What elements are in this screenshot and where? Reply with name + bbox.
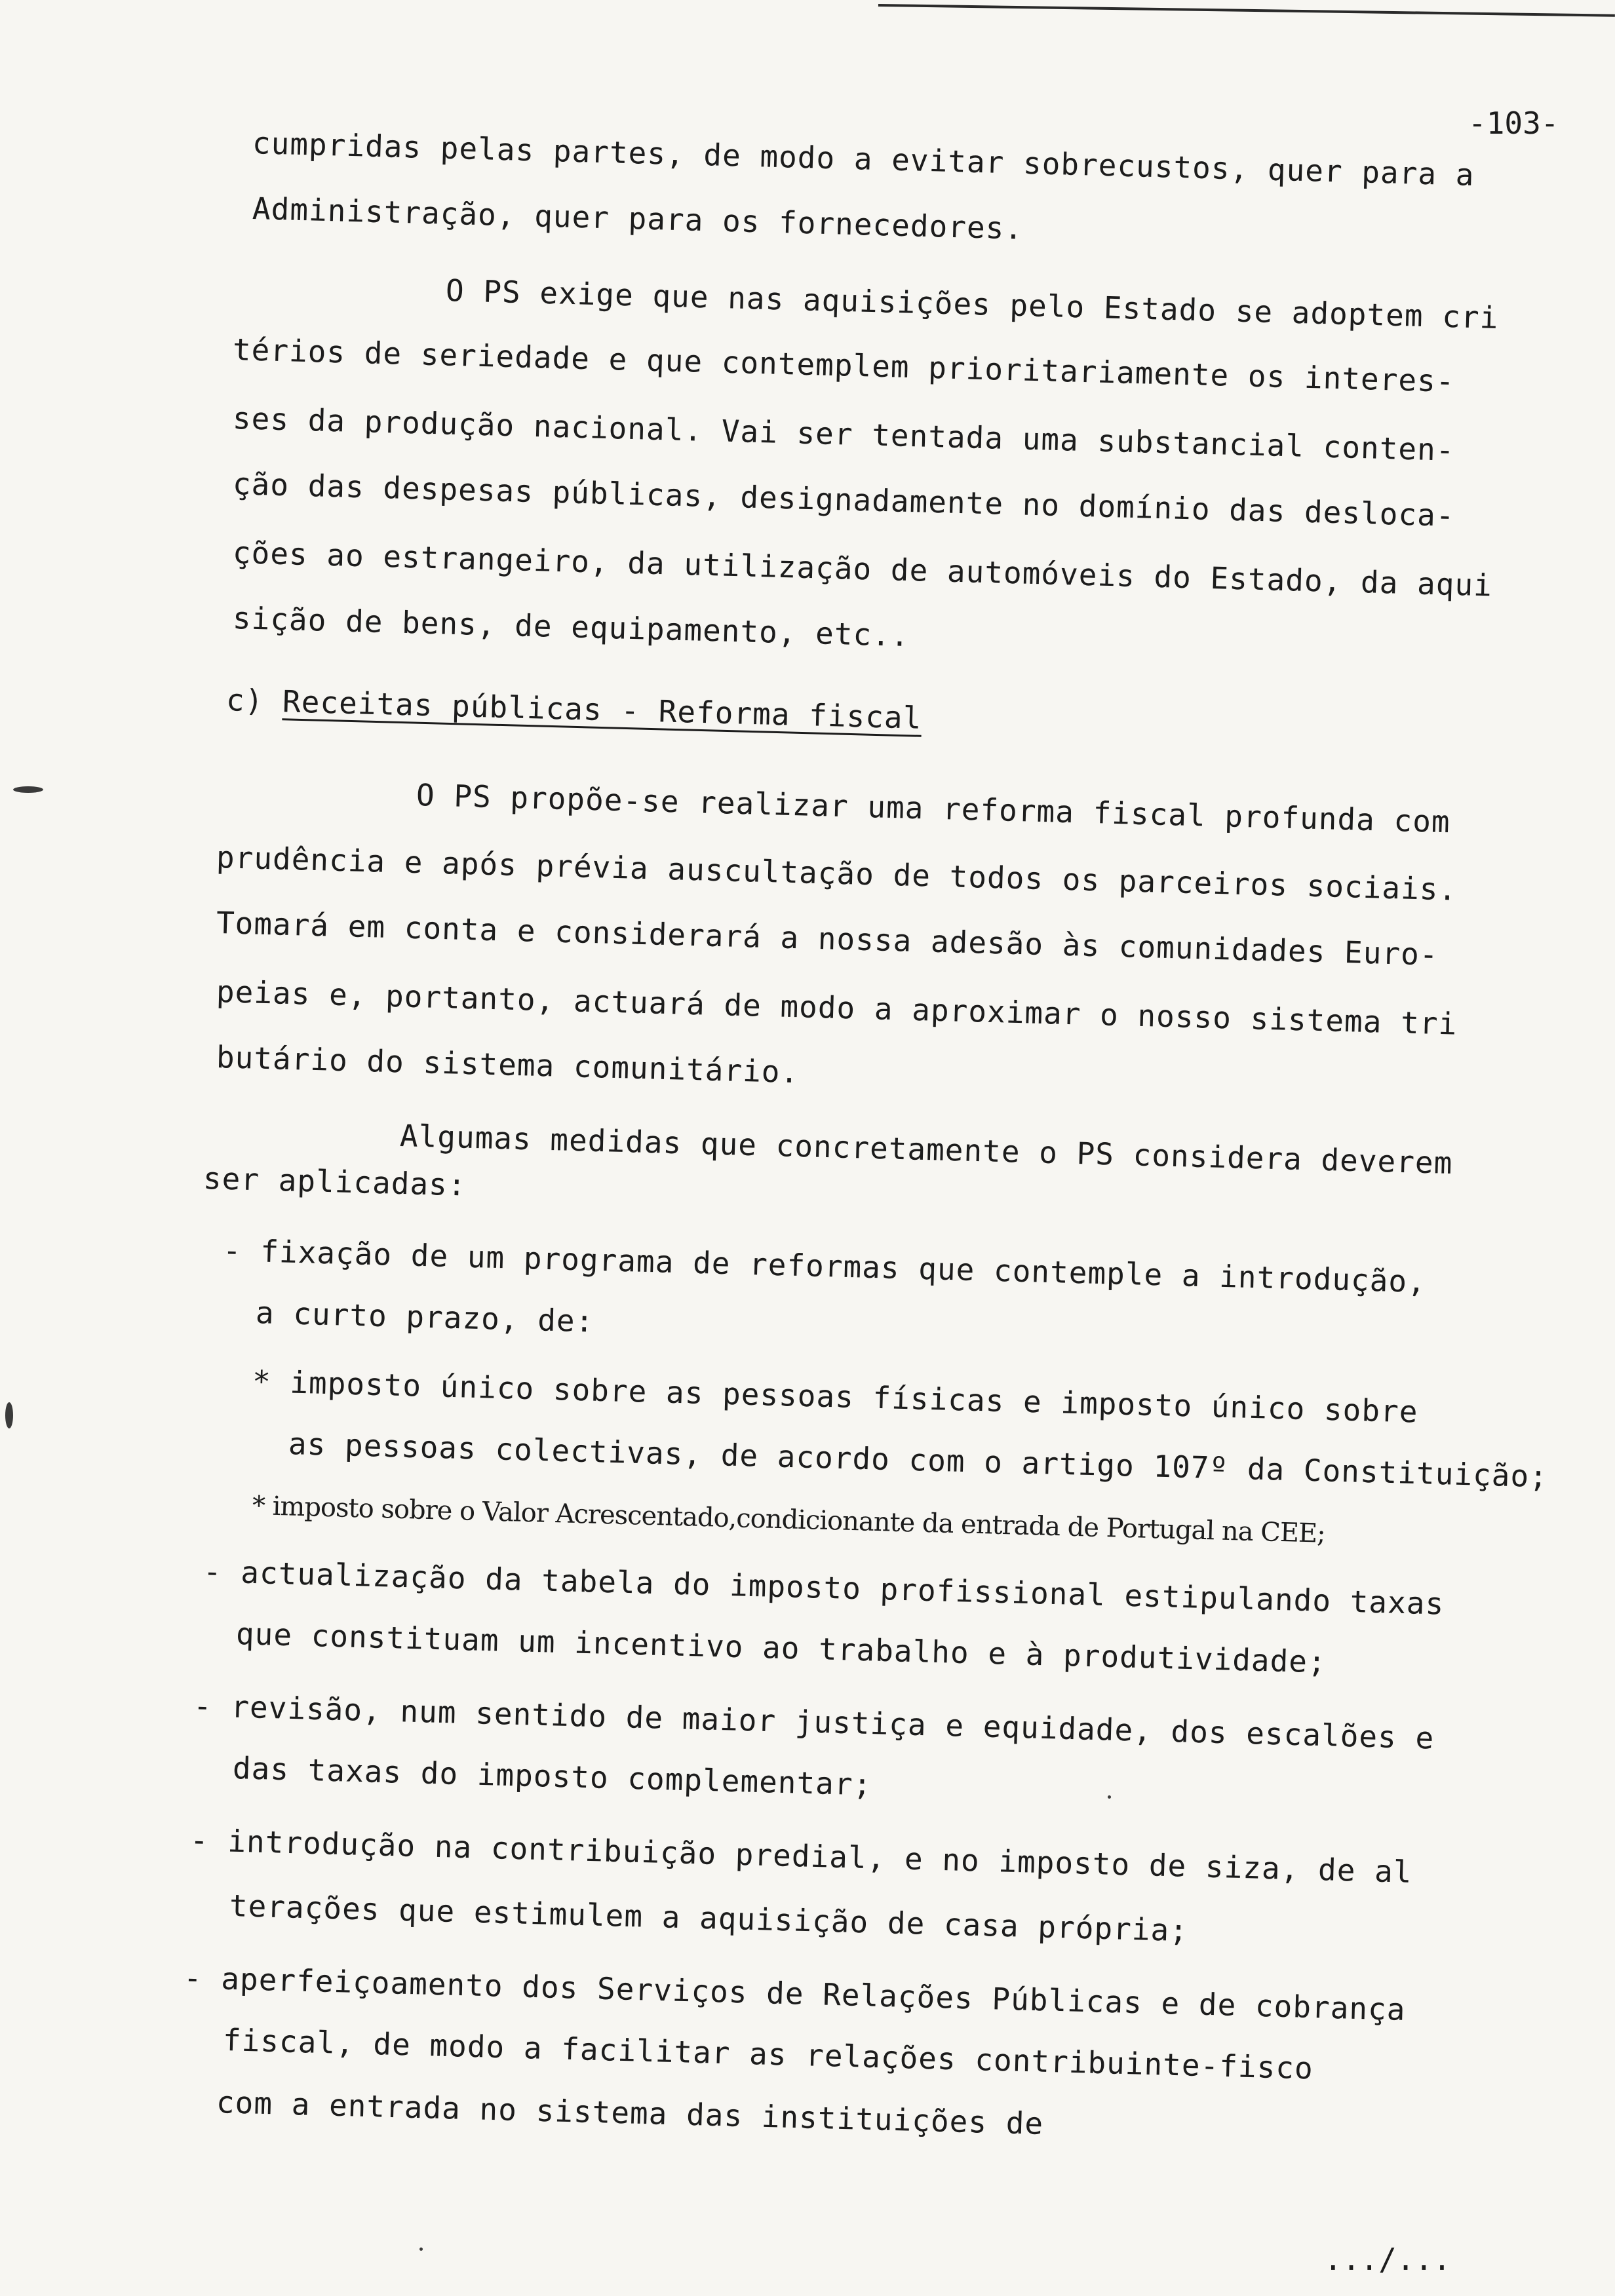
top-rule: [878, 4, 1615, 17]
list-item-continuation: que constituam um incentivo ao trabalho e à produtividade;: [235, 1616, 1327, 1680]
text-line: Administração, quer para os fornecedores.: [252, 191, 1024, 246]
list-item-continuation: com a entrada no sistema das instituições de: [216, 2084, 1044, 2142]
text-line: prudência e após prévia auscultação de todos os parceiros sociais.: [216, 839, 1458, 908]
paragraph-start-line: O PS propõe-se realizar uma reforma fiscal profunda com: [416, 777, 1451, 840]
list-item: - introdução na contribuição predial, e no imposto de siza, de al: [189, 1822, 1413, 1890]
sub-list-item-continuation: as pessoas colectivas, de acordo com o artigo 107º da Constituição;: [288, 1426, 1549, 1495]
list-item-continuation: terações que estimulem a aquisição de casa própria;: [229, 1888, 1189, 1949]
heading-marker: c): [225, 682, 265, 719]
sub-list-item: * imposto sobre o Valor Acrescentado,condicionante da entrada de Portugal na CEE;: [252, 1491, 1326, 1549]
list-item: - revisão, num sentido de maior justiça e equidade, dos escalões e: [193, 1688, 1435, 1756]
text-line: ser aplicadas:: [203, 1160, 467, 1203]
scan-artifact: [1108, 1795, 1111, 1799]
scan-artifact: [13, 786, 43, 793]
text-line: ses da produção nacional. Vai ser tentada uma substancial conten-: [232, 400, 1456, 468]
text-line: ção das despesas públicas, designadamente no domínio das desloca-: [232, 466, 1456, 533]
continuation-mark: .../...: [1324, 2242, 1451, 2277]
text-line: sição de bens, de equipamento, etc..: [232, 600, 910, 654]
heading-title: Receitas públicas - Reforma fiscal: [282, 683, 923, 736]
text-line: Tomará em conta e considerará a nossa adesão às comunidades Euro-: [216, 905, 1439, 972]
list-item-continuation: das taxas do imposto complementar;: [232, 1750, 872, 1803]
text-line: térios de seriedade e que contemplem prioritariamente os interes-: [232, 332, 1456, 399]
list-item-continuation: a curto prazo, de:: [255, 1295, 595, 1339]
list-item: - aperfeiçoamento dos Serviços de Relações Públicas e de cobrança: [183, 1960, 1407, 2027]
sub-list-item: * imposto único sobre as pessoas físicas e imposto único sobre: [252, 1364, 1419, 1430]
page-number: -103-: [1468, 105, 1559, 141]
text-line: cumpridas pelas partes, de modo a evitar sobrecustos, quer para a: [252, 125, 1475, 193]
text-line: butário do sistema comunitário.: [216, 1039, 800, 1090]
list-item: - fixação de um programa de reformas que contemple a introdução,: [222, 1233, 1427, 1300]
text-line: peias e, portanto, actuará de modo a aproximar o nosso sistema tri: [216, 974, 1458, 1042]
list-item: - actualização da tabela do imposto profissional estipulando taxas: [203, 1554, 1445, 1622]
section-heading: [225, 681, 922, 737]
paragraph-start-line: Algumas medidas que concretamente o PS considera deverem: [399, 1118, 1454, 1181]
text-line: ções ao estrangeiro, da utilização de automóveis do Estado, da aqui: [232, 535, 1493, 603]
list-item-continuation: fiscal, de modo a facilitar as relações contribuinte-fisco: [222, 2022, 1314, 2086]
scan-artifact: [419, 2248, 423, 2251]
scan-artifact: [5, 1402, 13, 1428]
paragraph-start-line: O PS exige que nas aquisições pelo Estado se adoptem cri: [445, 273, 1500, 336]
